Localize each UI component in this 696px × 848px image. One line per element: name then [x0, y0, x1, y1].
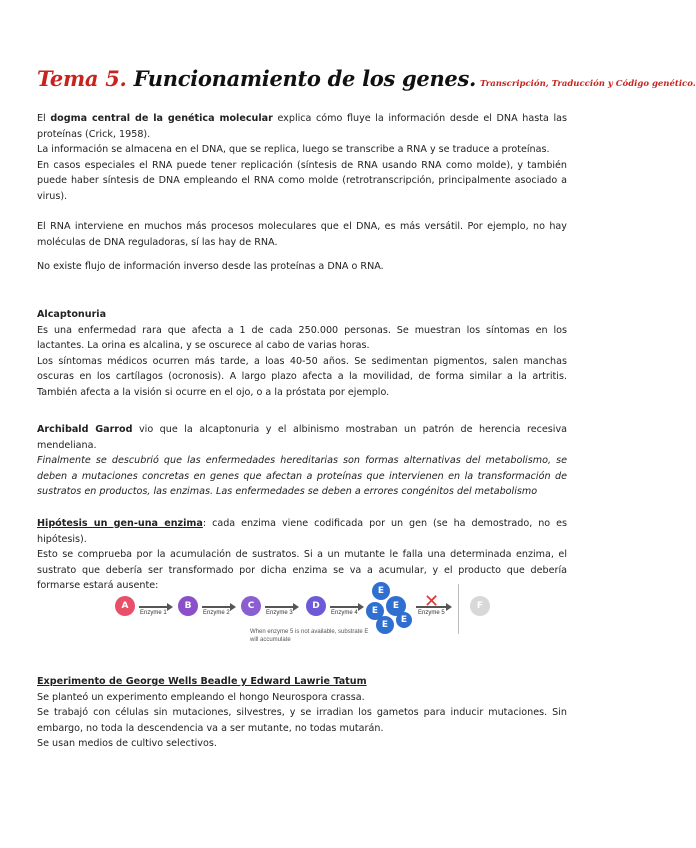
page-title [37, 66, 696, 91]
beadle-paragraph-2: Se trabajó con células sin mutaciones, silvestres, y se irradian los gametos para inducir mutaciones. Sin embargo, no toda la descendencia va a ser mutante, no todas mutarán. [37, 707, 567, 734]
dogma-term: dogma central de la genética molecular [50, 113, 273, 124]
alcaptonuria-paragraph-2: Los síntomas médicos ocurren más tarde, a loas 40-50 años. Se sedimentan pigmentos, salen manchas oscuras en los cartílagos (ocronosis). A largo plazo afecta a la movilidad, de forma similar a la artritis. También afecta a la visión si ocurre en el ojo, o a la próstata por ejemplo. [37, 355, 567, 398]
node-e-5: E [396, 612, 412, 628]
beadle-paragraph-3: Se usan medios de cultivo selectivos. [37, 738, 217, 749]
arrow-3 [265, 606, 295, 608]
alcaptonuria-paragraph-1: Es una enfermedad rara que afecta a 1 de cada 250.000 personas. Se muestran los síntomas en los lactantes. La orina es alcalina, y se oscurece al cabo de varias horas. [37, 324, 567, 351]
arrow-4 [330, 606, 360, 608]
node-d: D [306, 596, 326, 616]
arrow-1 [139, 606, 169, 608]
alcaptonuria-heading: Alcaptonuria [37, 309, 107, 320]
intro-paragraph-5: No existe flujo de información inverso desde las proteínas a DNA o RNA. [37, 261, 384, 272]
enzyme-3-label: Enzyme 3 [266, 610, 293, 616]
enzyme-4-label: Enzyme 4 [331, 610, 358, 616]
metabolic-pathway-diagram [110, 580, 500, 652]
intro-paragraph-4: El RNA interviene en muchos más procesos moleculares que el DNA, es más versátil. Por ejemplo, no hay moléculas de DNA reguladoras, sí las hay de RNA. [37, 221, 567, 248]
node-c: C [241, 596, 261, 616]
node-f: F [470, 596, 490, 616]
beadle-paragraph-1: Se planteó un experimento empleando el hongo Neurospora crassa. [37, 691, 365, 703]
title-tema: Tema 5. [37, 66, 127, 91]
alcaptonuria-section [37, 307, 567, 400]
beadle-heading: Experimento de George Wells Beadle y Edward Lawrie Tatum [37, 676, 367, 687]
garrod-paragraph-2: Finalmente se descubrió que las enfermedades hereditarias son formas alternativas del metabolismo, se deben a mutaciones concretas en genes que afectan a proteínas que intervienen en la transformación de sustratos en productos, las enzimas. Las enfermedades se deben a errores congénitos del metabolismo [37, 455, 567, 497]
diagram-divider [458, 584, 459, 634]
arrow-2 [202, 606, 232, 608]
node-e-4: E [376, 616, 394, 634]
title-main-text: Funcionamiento de los genes. [133, 66, 477, 91]
intro-paragraph-1: El dogma central de la genética molecular explica cómo fluye la información desde el DNA hasta las proteínas (Crick, 1958). [37, 113, 567, 140]
node-a: A [115, 596, 135, 616]
node-e-2: E [386, 596, 406, 616]
hipotesis-paragraph-1: Hipótesis un gen-una enzima: cada enzima viene codificada por un gen (se ha demostrado, no es hipótesis). [37, 518, 567, 545]
intro-section [37, 111, 567, 204]
intro-paragraph-2: La información se almacena en el DNA, que se replica, luego se transcribe a RNA y se traduce a proteínas. [37, 144, 550, 155]
node-e-3: E [366, 602, 384, 620]
title-subtitle: Transcripción, Traducción y Código genético. [480, 79, 696, 89]
hipotesis-paragraph-2: Esto se comprueba por la acumulación de sustratos. Si a un mutante le falla una determinada enzima, el sustrato que debería ser transformado por dicha enzima se va a acumular, y el producto que debería formarse estará ausente: [37, 549, 567, 591]
intro-paragraph-3: En casos especiales el RNA puede tener replicación (síntesis de RNA usando RNA como molde), y también puede haber síntesis de DNA empleando el RNA como molde (retrotranscripción, principalmente asociado a virus). [37, 159, 567, 202]
node-b: B [178, 596, 198, 616]
garrod-section [37, 422, 567, 500]
hipotesis-term: Hipótesis un gen-una enzima [37, 518, 203, 529]
garrod-name: Archibald Garrod [37, 424, 133, 435]
blocked-cross-icon: ✕ [424, 591, 440, 612]
node-e-1: E [372, 582, 390, 600]
enzyme-2-label: Enzyme 2 [203, 610, 230, 616]
beadle-section [37, 674, 567, 752]
enzyme-note: When enzyme 5 is not available, substrate E will accumulate [250, 629, 369, 643]
enzyme-5-label: Enzyme 5 [418, 610, 445, 616]
enzyme-1-label: Enzyme 1 [140, 610, 167, 616]
garrod-paragraph-1: Archibald Garrod vio que la alcaptonuria y el albinismo mostraban un patrón de herencia recesiva mendeliana. [37, 424, 567, 451]
